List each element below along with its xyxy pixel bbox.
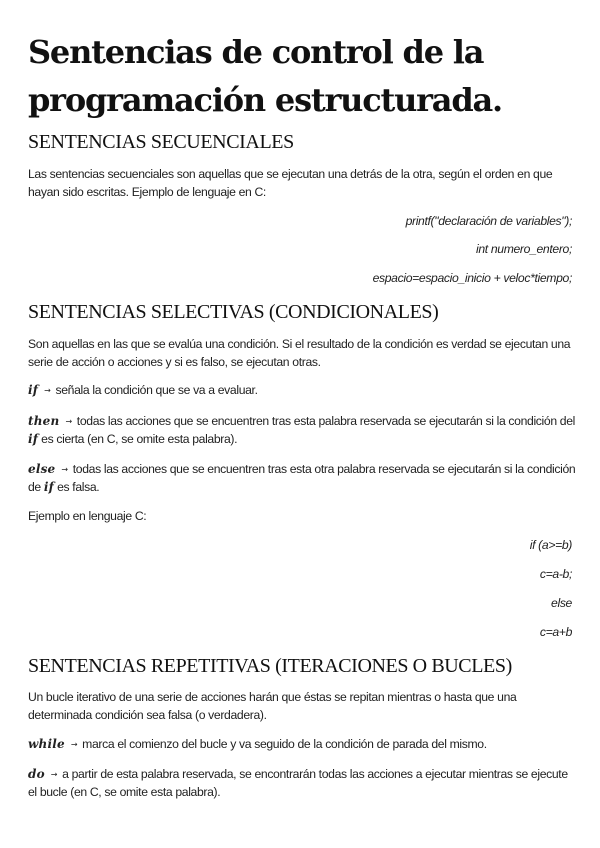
- keyword-while: while: [28, 737, 65, 751]
- arrow-icon: →: [70, 740, 78, 749]
- code-line: espacio=espacio_inicio + veloc*tiempo;: [372, 271, 572, 285]
- keyword-if-inline: if: [28, 431, 39, 446]
- heading-selectivas: SENTENCIAS SELECTIVAS (CONDICIONALES): [28, 301, 439, 323]
- paragraph-repetitivas-intro: Un bucle iterativo de una serie de acciones harán que éstas se repitan mientras o hasta que una determinada condición sea falsa (o verdadera).: [28, 690, 517, 722]
- keyword-definition-if: [28, 382, 576, 400]
- definition-text: a partir de esta palabra reservada, se encontrarán todas las acciones a ejecutar mientras se ejecute el bucle (en C, se omite esta palabra).: [28, 767, 568, 799]
- code-line: else: [551, 596, 572, 610]
- arrow-icon: →: [65, 417, 72, 426]
- code-line: c=a+b: [539, 625, 572, 639]
- keyword-definition-while: [28, 736, 576, 754]
- definition-text: todas las acciones que se encuentren tras esta palabra reservada se ejecutarán si la condición del: [76, 414, 576, 428]
- keyword-if-inline: if: [43, 479, 55, 494]
- definition-text: es falsa.: [57, 479, 100, 494]
- code-line: if (a>=b): [529, 538, 572, 552]
- definition-text: marca el comienzo del bucle y va seguido de la condición de parada del mismo.: [82, 737, 487, 751]
- keyword-then: then: [28, 414, 60, 428]
- paragraph-selectivas-intro: Son aquellas en las que se evalúa una condición. Si el resultado de la condición es verdad se ejecutan una serie de acción o acciones y si es falso, se ejecutan otras.: [28, 337, 571, 369]
- heading-secuenciales: SENTENCIAS SECUENCIALES: [28, 131, 294, 153]
- keyword-definition-do: [28, 766, 576, 801]
- arrow-icon: →: [44, 386, 51, 395]
- paragraph-secuenciales-intro: Las sentencias secuenciales son aquellas que se ejecutan una detrás de la otra, según el orden en que hayan sido escritas. Ejemplo de lenguaje en C:: [28, 167, 553, 199]
- example-label: Ejemplo en lenguaje C:: [28, 509, 147, 523]
- heading-repetitivas: SENTENCIAS REPETITIVAS (ITERACIONES O BUCLES): [28, 655, 512, 677]
- definition-text: señala la condición que se va a evaluar.: [55, 383, 258, 397]
- keyword-else: else: [28, 462, 56, 476]
- keyword-definition-else: [28, 461, 576, 496]
- page-title: Sentencias de control de la programación estructurada.: [28, 33, 502, 119]
- code-line: int numero_entero;: [475, 242, 572, 256]
- definition-text: todas las acciones que se encuentren tras esta otra palabra reservada se ejecutarán si la condición de: [28, 462, 576, 494]
- keyword-definition-then: [28, 413, 576, 448]
- code-line: c=a-b;: [539, 567, 572, 581]
- arrow-icon: →: [50, 770, 58, 779]
- code-line: printf("declaración de variables");: [405, 214, 572, 228]
- definition-text: es cierta (en C, se omite esta palabra).: [41, 431, 238, 446]
- keyword-if: if: [28, 383, 39, 397]
- keyword-do: do: [28, 767, 45, 781]
- arrow-icon: →: [61, 465, 68, 474]
